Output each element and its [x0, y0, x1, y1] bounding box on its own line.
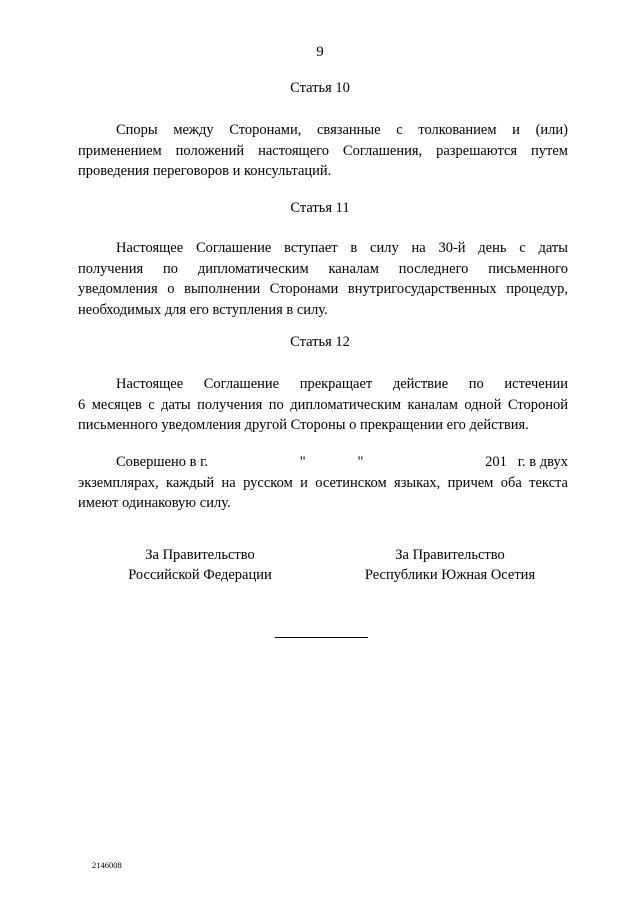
article-12-heading: Статья 12: [290, 334, 350, 350]
article-12-line: Настоящее Соглашение прекращает действие по истечении: [116, 376, 568, 392]
signature-russia: [95, 545, 305, 585]
done-quote-open: ": [299, 454, 306, 470]
article-12-text: [78, 374, 568, 436]
done-quote-close: ": [357, 454, 364, 470]
article-10-line: проведения переговоров и консультаций.: [78, 163, 332, 179]
done-clause: [78, 452, 568, 514]
article-11-heading: Статья 11: [290, 200, 350, 216]
signature-line: Республики Южная Осетия: [364, 567, 536, 583]
article-12-line: письменного уведомления другой Стороны о прекращении его действия.: [78, 417, 529, 433]
article-10-text: [78, 120, 568, 182]
article-11-line: Настоящее Соглашение вступает в силу на 30-й день с даты: [116, 240, 568, 256]
document-number: 2146008: [92, 860, 122, 870]
signature-line: За Правительство: [145, 547, 255, 563]
done-place: Совершено в г.: [116, 454, 209, 470]
article-10-line: Споры между Сторонами, связанные с толкованием и (или): [116, 122, 568, 138]
done-year: 201 г. в двух: [485, 454, 568, 470]
article-12-line: 6 месяцев с даты получения по дипломатическим каналам одной Стороной: [78, 396, 568, 413]
signature-south-ossetia: [345, 545, 555, 585]
end-rule: [275, 637, 368, 638]
page-number: 9: [316, 44, 324, 60]
signature-line: Российской Федерации: [128, 567, 272, 583]
article-11-line: получения по дипломатическим каналам последнего письменного: [78, 260, 568, 277]
done-clause-first-line: [78, 452, 568, 473]
done-clause-line: имеют одинаковую силу.: [78, 495, 231, 511]
article-11-line: уведомления о выполнении Сторонами внутригосударственных процедур,: [78, 281, 568, 297]
article-11-text: [78, 238, 568, 320]
article-10-heading: Статья 10: [290, 80, 350, 96]
done-clause-line: экземплярах, каждый на русском и осетинском языках, причем оба текста: [78, 474, 568, 491]
article-10-line: применением положений настоящего Соглашения, разрешаются путем: [78, 142, 568, 159]
signature-line: За Правительство: [395, 547, 505, 563]
article-11-line: необходимых для его вступления в силу.: [78, 301, 328, 318]
